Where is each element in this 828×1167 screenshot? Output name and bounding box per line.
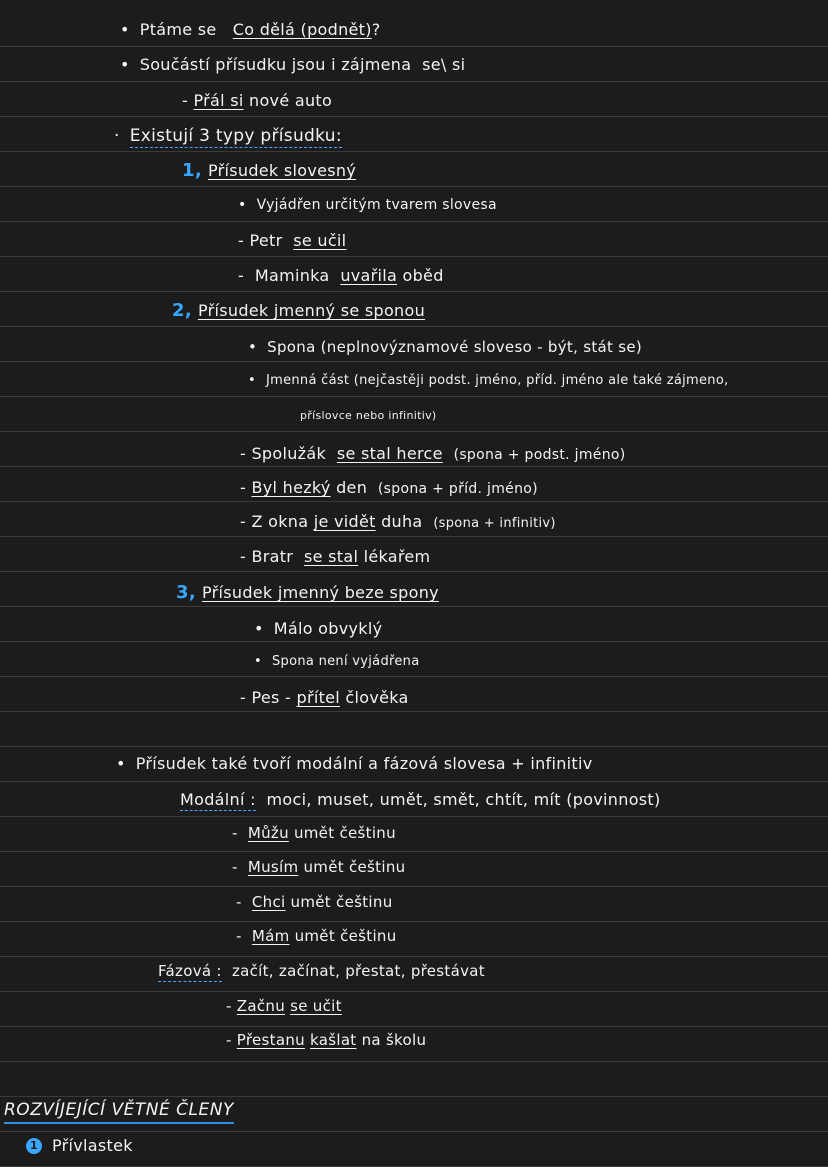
modal-example-2: - Musím umět češtinu xyxy=(232,858,406,876)
type-3-heading: 3, Přísudek jmenný beze spony xyxy=(176,582,439,603)
type-2-example-4: - Bratr se stal lékařem xyxy=(240,547,431,566)
type-2-jmenna: • Jmenná část (nejčastěji podst. jméno, příd. jméno ale také zájmeno, xyxy=(248,373,729,388)
modal-example-4: - Mám umět češtinu xyxy=(236,927,397,945)
type-1-example-2: - Maminka uvařila oběd xyxy=(238,266,444,285)
type-3-desc-1: • Málo obvyklý xyxy=(254,619,383,638)
type-2-example-2: - Byl hezký den (spona + příd. jméno) xyxy=(240,478,538,497)
phase-verbs: Fázová : začít, začínat, přestat, přestávat xyxy=(158,962,485,980)
type-1-desc: • Vyjádřen určitým tvarem slovesa xyxy=(238,197,497,213)
type-2-example-3: - Z okna je vidět duha (spona + infinitiv) xyxy=(240,512,556,531)
type-2-heading: 2, Přísudek jmenný se sponou xyxy=(172,300,426,321)
modal-verbs: Modální : moci, muset, umět, smět, chtít, mít (povinnost) xyxy=(180,790,661,809)
section-item: 1 Přívlastek xyxy=(26,1136,133,1155)
type-2-jmenna-cont: příslovce nebo infinitiv) xyxy=(300,409,437,422)
type-3-desc-2: • Spona není vyjádřena xyxy=(254,654,420,669)
type-1-heading: 1, Přísudek slovesný xyxy=(182,160,357,181)
note-line-question: • Ptáme se Co dělá (podnět)? xyxy=(120,20,381,39)
type-3-example: - Pes - přítel člověka xyxy=(240,688,409,707)
number-badge: 1 xyxy=(26,1138,42,1154)
note-line-types: · Existují 3 typy přísudku: xyxy=(114,126,342,146)
phase-example-2: - Přestanu kašlat na školu xyxy=(226,1031,427,1049)
type-2-example-1: - Spolužák se stal herce (spona + podst. jméno) xyxy=(240,444,626,463)
modal-intro: • Přísudek také tvoří modální a fázová slovesa + infinitiv xyxy=(116,754,593,773)
phase-example-1: - Začnu se učit xyxy=(226,997,342,1015)
note-line-pronouns: • Součástí přísudku jsou i zájmena se\ si xyxy=(120,55,466,74)
type-1-example-1: - Petr se učil xyxy=(238,231,347,250)
modal-example-3: - Chci umět češtinu xyxy=(236,893,393,911)
modal-example-1: - Můžu umět češtinu xyxy=(232,824,396,842)
section-heading: ROZVÍJEJÍCÍ VĚTNÉ ČLENY xyxy=(4,1100,234,1124)
type-2-spona: • Spona (neplnovýznamové sloveso - být, stát se) xyxy=(248,338,643,356)
note-line-example: - Přál si nové auto xyxy=(182,91,333,110)
